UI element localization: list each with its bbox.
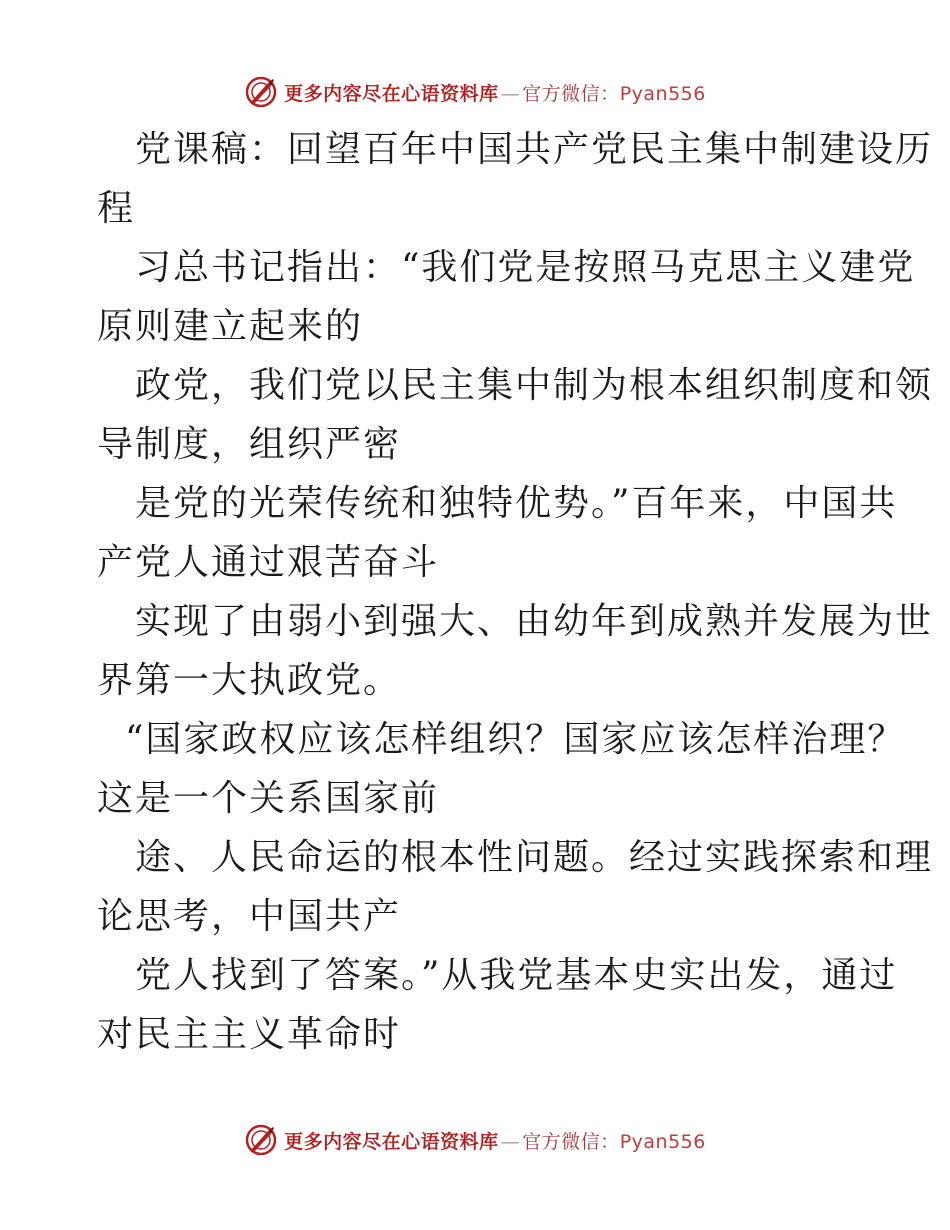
- paragraph-line: “国家政权应该怎样组织？国家应该怎样治理？: [125, 719, 906, 760]
- footer-wechat-id: Pyan556: [619, 1130, 706, 1153]
- paragraph: [97, 356, 934, 474]
- paragraph-line: 界第一大执政党。: [97, 660, 402, 701]
- paragraph: [97, 120, 934, 238]
- paragraph-line: 这是一个关系国家前: [97, 778, 440, 819]
- paragraph: [97, 828, 934, 946]
- header-banner-dash: —: [500, 82, 521, 105]
- footer-banner-main: 更多内容尽在心语资料库: [284, 1130, 499, 1153]
- paragraph: [97, 238, 916, 356]
- pen-logo-icon: [244, 1123, 278, 1157]
- paragraph-line: 程: [97, 188, 136, 229]
- paragraph-line: 习总书记指出：“我们党是按照马克思主义建党: [135, 247, 916, 288]
- paragraph-line: 原则建立起来的: [97, 306, 364, 347]
- paragraph-line: 产党人通过艰苦奋斗: [97, 542, 440, 583]
- paragraph-line: 实现了由弱小到强大、由幼年到成熟并发展为世: [135, 601, 934, 642]
- header-wechat-label: 官方微信：: [522, 82, 620, 105]
- header-wechat-id: Pyan556: [619, 82, 706, 105]
- paragraph-line: 论思考，中国共产: [97, 896, 402, 937]
- paragraph: [97, 946, 898, 1064]
- paragraph-line: 导制度，组织严密: [97, 424, 402, 465]
- paragraph: [97, 592, 934, 710]
- header-banner: [0, 72, 950, 112]
- paragraph-line: 政党，我们党以民主集中制为根本组织制度和领: [135, 365, 934, 406]
- paragraph-line: 对民主主义革命时: [97, 1014, 402, 1055]
- footer-banner: [0, 1120, 950, 1160]
- footer-wechat-label: 官方微信：: [522, 1130, 620, 1153]
- header-banner-text: [284, 79, 706, 106]
- paragraph: [97, 474, 898, 592]
- paragraph-line: 党人找到了答案。”从我党基本史实出发，通过: [135, 955, 898, 996]
- document-body: [97, 120, 934, 1064]
- footer-banner-dash: —: [500, 1130, 521, 1153]
- paragraph-line: 党课稿：回望百年中国共产党民主集中制建设历: [135, 129, 934, 170]
- paragraph-line: 途、人民命运的根本性问题。经过实践探索和理: [135, 837, 934, 878]
- header-banner-main: 更多内容尽在心语资料库: [284, 82, 499, 105]
- paragraph-line: 是党的光荣传统和独特优势。”百年来，中国共: [135, 483, 898, 524]
- paragraph: [97, 710, 906, 828]
- pen-logo-icon: [244, 75, 278, 109]
- footer-banner-text: [284, 1127, 706, 1154]
